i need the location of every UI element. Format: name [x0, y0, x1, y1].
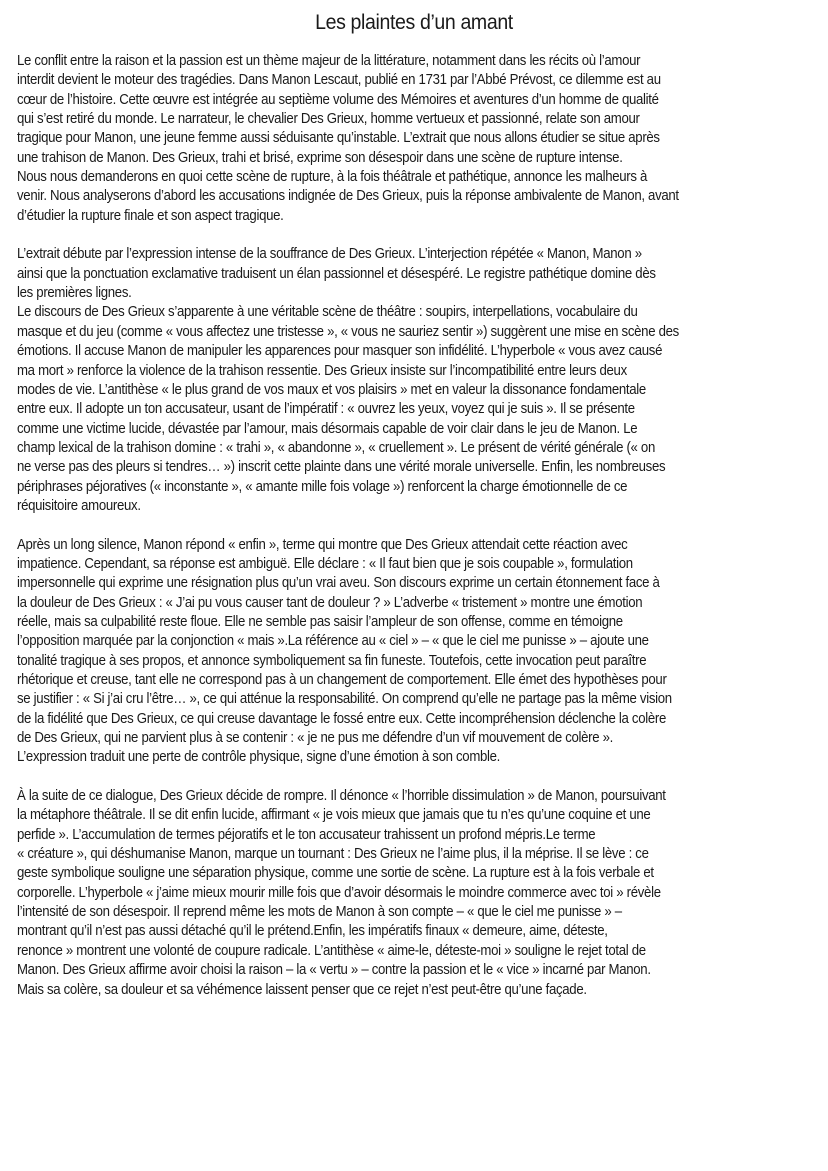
- text-line: entre eux. Il adopte un ton accusateur, usant de l’impératif : « ouvrez les yeux, voyez qui je suis ». Il se présente: [17, 401, 635, 418]
- text-line: geste symbolique souligne une séparation physique, comme une sortie de scène. La rupture est à la fois verbale et: [17, 865, 654, 882]
- text-line: émotions. Il accuse Manon de manipuler les apparences pour masquer son infidélité. L’hyperbole « vous avez causé: [17, 343, 663, 360]
- text-line: champ lexical de la trahison domine : « trahi », « abandonne », « cruellement ». Le présent de vérité générale (« on: [17, 439, 655, 456]
- text-line: cœur de l’histoire. Cette œuvre est intégrée au septième volume des Mémoires et aventures d’un homme de qualité: [17, 91, 659, 108]
- paragraph: [17, 245, 817, 516]
- paragraph: [17, 787, 817, 1000]
- text-line: Nous nous demanderons en quoi cette scène de rupture, à la fois théâtrale et pathétique, annonce les malheurs à: [17, 169, 648, 186]
- text-line: montrant qu’il n’est pas aussi détaché qu’il le prétend.Enfin, les impératifs finaux « demeure, aime, déteste,: [17, 923, 608, 940]
- text-line: Après un long silence, Manon répond « enfin », terme qui montre que Des Grieux attendait cette réaction avec: [17, 536, 628, 553]
- text-line: tragique pour Manon, une jeune femme aussi séduisante qu’instable. L’extrait que nous allons étudier se situe après: [17, 130, 660, 147]
- text-line: interdit devient le moteur des tragédies. Dans Manon Lescaut, publié en 1731 par l’Abbé Prévost, ce dilemme est au: [17, 72, 661, 89]
- text-line: Manon. Des Grieux affirme avoir choisi la raison – la « vertu » – contre la passion et le « vice » incarné par Manon.: [17, 962, 651, 979]
- text-line: L’extrait débute par l’expression intense de la souffrance de Des Grieux. L’interjection répétée « Manon, Manon »: [17, 246, 642, 263]
- text-line: se justifier : « Si j’ai cru l’être… », ce qui atténue la responsabilité. On comprend qu’elle ne partage pas la même vision: [17, 691, 672, 708]
- text-line: corporelle. L’hyperbole « j’aime mieux mourir mille fois que d’avoir désormais le moindre commerce avec toi » révèle: [17, 884, 661, 901]
- text-line: réquisitoire amoureux.: [17, 497, 141, 514]
- paragraph-spacer: [17, 768, 817, 787]
- text-line: venir. Nous analyserons d’abord les accusations indignée de Des Grieux, puis la réponse ambivalente de Manon, avant: [17, 188, 679, 205]
- page-title: Les plaintes d’un amant: [315, 11, 513, 34]
- text-line: l’opposition marquée par la conjonction « mais ».La référence au « ciel » – « que le ciel me punisse » – ajoute une: [17, 633, 649, 650]
- text-line: Mais sa colère, sa douleur et sa véhémence laissent penser que ce rejet n’est peut-être qu’une façade.: [17, 981, 587, 998]
- text-line: masque et du jeu (comme « vous affectez une tristesse », « vous ne sauriez sentir ») suggèrent une mise en scène des: [17, 323, 679, 340]
- text-line: impatience. Cependant, sa réponse est ambiguë. Elle déclare : « Il faut bien que je sois coupable », formulation: [17, 555, 633, 572]
- text-line: les premières lignes.: [17, 285, 132, 302]
- text-line: réelle, mais sa culpabilité reste floue. Elle ne semble pas saisir l’ampleur de son offense, comme en témoigne: [17, 613, 623, 630]
- paragraph: [17, 52, 817, 226]
- text-line: ma mort » renforce la violence de la trahison ressentie. Des Grieux insiste sur l’incompatibilité entre leurs deux: [17, 362, 627, 379]
- paragraph: [17, 536, 817, 768]
- paragraph-spacer: [17, 226, 817, 245]
- text-line: modes de vie. L’antithèse « le plus grand de vos maux et vos plaisirs » met en valeur la dissonance fondamentale: [17, 381, 646, 398]
- text-line: « créature », qui déshumanise Manon, marque un tournant : Des Grieux ne l’aime plus, il la méprise. Il se lève : ce: [17, 846, 649, 863]
- text-line: Le conflit entre la raison et la passion est un thème majeur de la littérature, notamment dans les récits où l’amour: [17, 53, 641, 69]
- text-line: rhétorique et creuse, tant elle ne correspond pas à un changement de comportement. Elle émet des hypothèses pour: [17, 672, 667, 688]
- document-body: [17, 52, 817, 1000]
- text-line: perfide ». L’accumulation de termes péjoratifs et le ton accusateur trahissent un profond mépris.Le terme: [17, 826, 596, 843]
- text-line: qui s’est retiré du monde. Le narrateur, le chevalier Des Grieux, homme vertueux et passionné, relate son amour: [17, 111, 640, 128]
- text-line: L’expression traduit une perte de contrôle physique, signe d’une émotion à son comble.: [17, 749, 501, 766]
- text-line: la métaphore théâtrale. Il se dit enfin lucide, affirmant « je vois mieux que jamais que tu n’es qu’une coquine et une: [17, 807, 651, 824]
- text-line: la douleur de Des Grieux : « J’ai pu vous causer tant de douleur ? » L’adverbe « tristement » montre une émotion: [17, 594, 643, 611]
- text-line: de la fidélité que Des Grieux, ce qui creuse davantage le fossé entre eux. Cette incompréhension déclenche la colère: [17, 710, 666, 727]
- text-line: une trahison de Manon. Des Grieux, trahi et brisé, exprime son désespoir dans une scène de rupture intense.: [17, 149, 623, 166]
- text-line: ne verse pas des pleurs si tendres… ») inscrit cette plainte dans une vérité morale universelle. Enfin, les nombreuses: [17, 459, 666, 476]
- text-line: tonalité tragique à ses propos, et annonce symboliquement sa fin funeste. Toutefois, cette invocation peut paraître: [17, 652, 647, 669]
- text-line: Le discours de Des Grieux s’apparente à une véritable scène de théâtre : soupirs, interpellations, vocabulaire du: [17, 304, 638, 321]
- text-line: À la suite de ce dialogue, Des Grieux décide de rompre. Il dénonce « l’horrible dissimulation » de Manon, poursuivant: [17, 788, 666, 805]
- text-line: comme une victime lucide, dévastée par l’amour, mais désormais capable de voir clair dans le jeu de Manon. Le: [17, 420, 638, 437]
- text-line: périphrases péjoratives (« inconstante », « amante mille fois volage ») renforcent la charge émotionnelle de ce: [17, 478, 628, 495]
- text-line: de Des Grieux, qui ne parvient plus à se contenir : « je ne pus me défendre d’un vif mouvement de colère ».: [17, 730, 614, 747]
- text-line: l’intensité de son désespoir. Il reprend même les mots de Manon à son compte – « que le ciel me punisse » –: [17, 904, 622, 921]
- text-line: d’étudier la rupture finale et son aspect tragique.: [17, 207, 284, 224]
- paragraph-spacer: [17, 516, 817, 535]
- text-line: ainsi que la ponctuation exclamative traduisent un élan passionnel et désespéré. Le registre pathétique domine dès: [17, 265, 656, 282]
- text-line: renonce » montrent une volonté de coupure radicale. L’antithèse « aime-le, déteste-moi » souligne le rejet total de: [17, 942, 646, 959]
- text-line: impersonnelle qui exprime une résignation plus qu’un vrai aveu. Son discours exprime un certain étonnement face à: [17, 575, 660, 592]
